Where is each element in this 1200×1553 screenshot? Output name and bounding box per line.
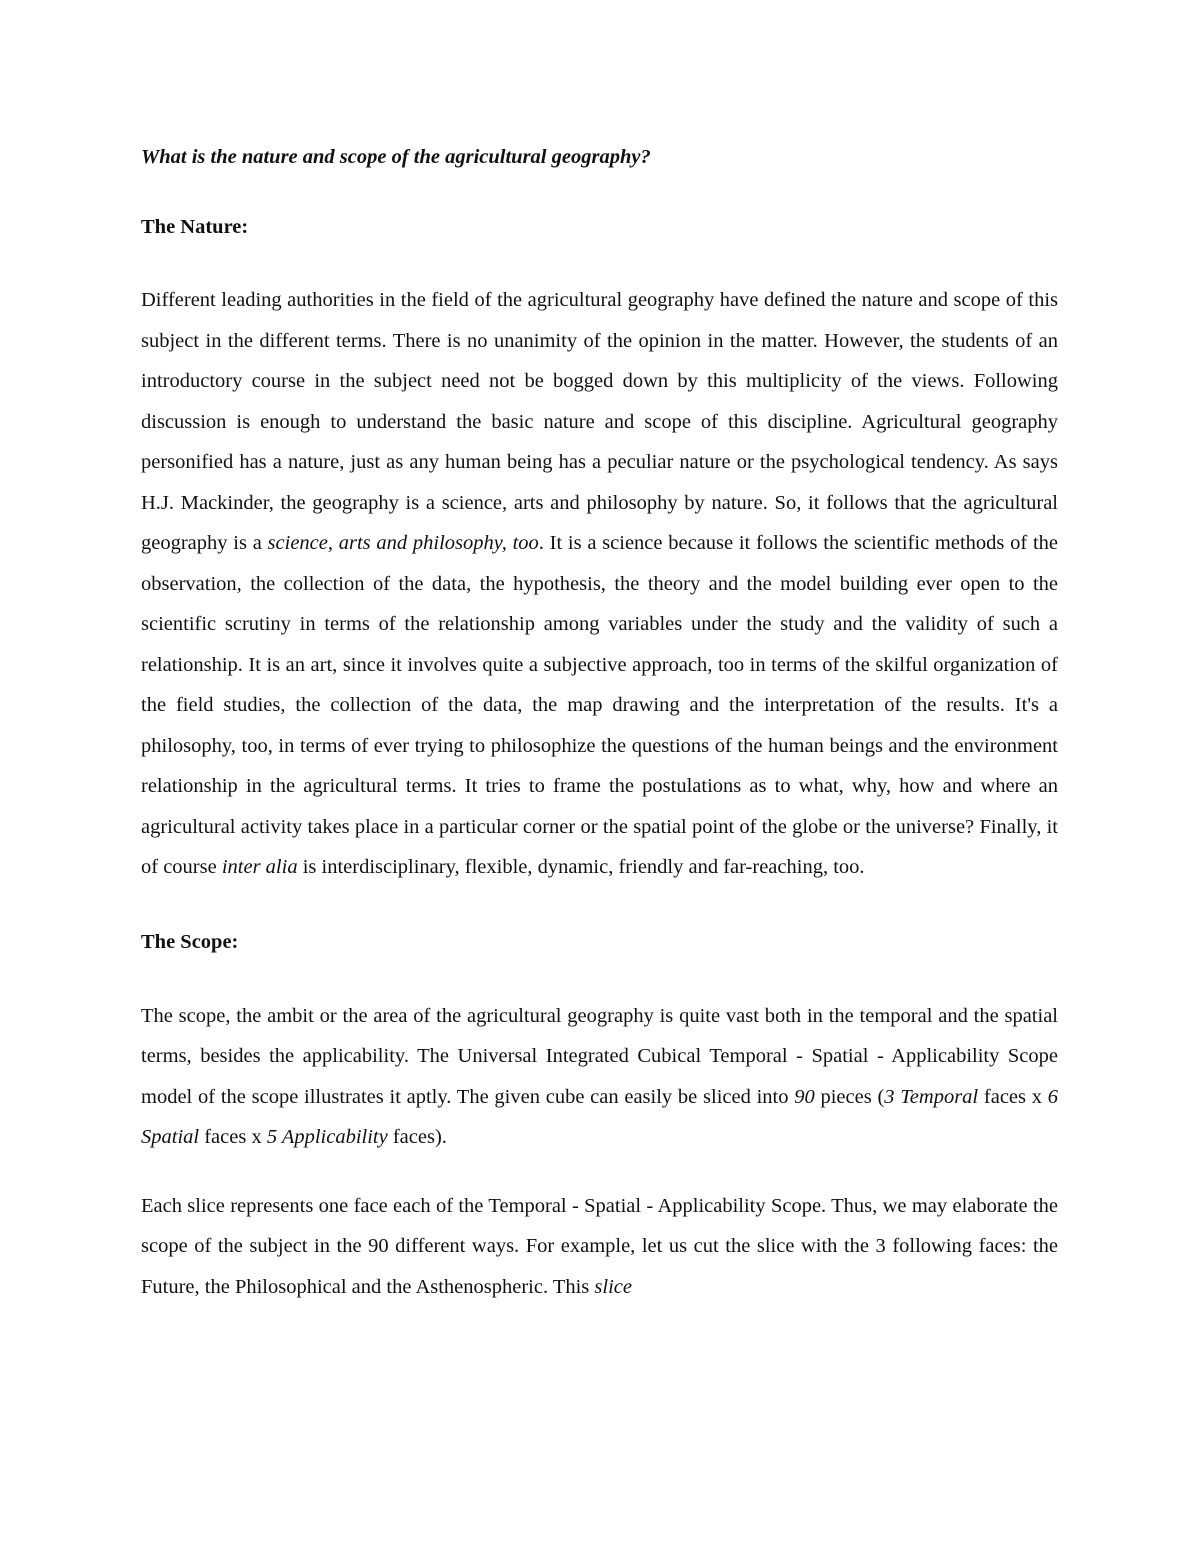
scope-text-a: The scope, the ambit or the area of the agricultural geography is quite vast both in the temporal and the spatial terms, besides the applicability. The Universal Integrated Cubical Temporal - Spatial - Applicability Scope model of the scope illustrates it aptly. The given cube can easily be sliced into	[141, 1004, 1058, 1108]
scope-emphasis-90: 90	[794, 1085, 815, 1108]
scope-text-e: faces).	[392, 1126, 447, 1148]
nature-text-a: Different leading authorities in the field of the agricultural geography have defined the nature and scope of this subject in the different terms. There is no unanimity of the opinion in the matter. However, the students of an introductory course in the subject need not be bogged down by this multiplicity of the views. Following discussion is enough to understand the basic nature and scope of this discipline. Agricultural geography personified has a nature, just as any human being has a peculiar nature or the psychological tendency. As says H.J. Mackinder, the geography is a science, arts and philosophy by nature. So, it follows that the agricultural geography is a	[141, 289, 1058, 554]
section-heading-nature: The Nature:	[141, 216, 249, 238]
scope-text-d: faces x	[204, 1126, 262, 1148]
nature-paragraph	[141, 280, 1058, 888]
nature-text-c: is interdisciplinary, flexible, dynamic, friendly and far-reaching, too.	[302, 856, 865, 878]
document-title: What is the nature and scope of the agricultural geography?	[141, 146, 651, 168]
nature-emphasis-science-arts: science, arts and philosophy, too	[267, 532, 539, 554]
scope-paragraph-2	[141, 1186, 1058, 1308]
scope2-emphasis-slice: slice	[594, 1275, 632, 1298]
scope-emphasis-temporal: 3 Temporal	[884, 1085, 979, 1108]
scope-text-b: pieces (	[820, 1085, 885, 1108]
scope-paragraph-1	[141, 996, 1058, 1158]
document-body	[141, 140, 1058, 1307]
nature-text-b: . It is a science because it follows the scientific methods of the observation, the collection of the data, the hypothesis, the theory and the model building ever open to the scientific scrutiny in terms of the relationship among variables under the study and the validity of such a relationship. It is an art, since it involves quite a subjective approach, too in terms of the skilful organization of the field studies, the collection of the data, the map drawing and the interpretation of the results. It's a philosophy, too, in terms of ever trying to philosophize the questions of the human beings and the environment relationship in the agricultural terms. It tries to frame the postulations as to what, why, how and where an agricultural activity takes place in a particular corner or the spatial point of the globe or the universe? Finally, it of course	[141, 532, 1058, 878]
scope-emphasis-spatial: 6 Spatial	[141, 1085, 1058, 1148]
scope-text-c: faces x	[983, 1085, 1042, 1108]
section-heading-scope: The Scope:	[141, 930, 239, 953]
nature-emphasis-inter-alia: inter alia	[221, 856, 298, 878]
scope-emphasis-applicability: 5 Applicability	[266, 1126, 388, 1148]
scope2-text-a: Each slice represents one face each of the Temporal - Spatial - Applicability Scope. Thus, we may elaborate the scope of the subject in the 90 different ways. For example, let us cut the slice with the 3 following faces: the Future, the Philosophical and the Asthenospheric. This	[141, 1194, 1058, 1298]
